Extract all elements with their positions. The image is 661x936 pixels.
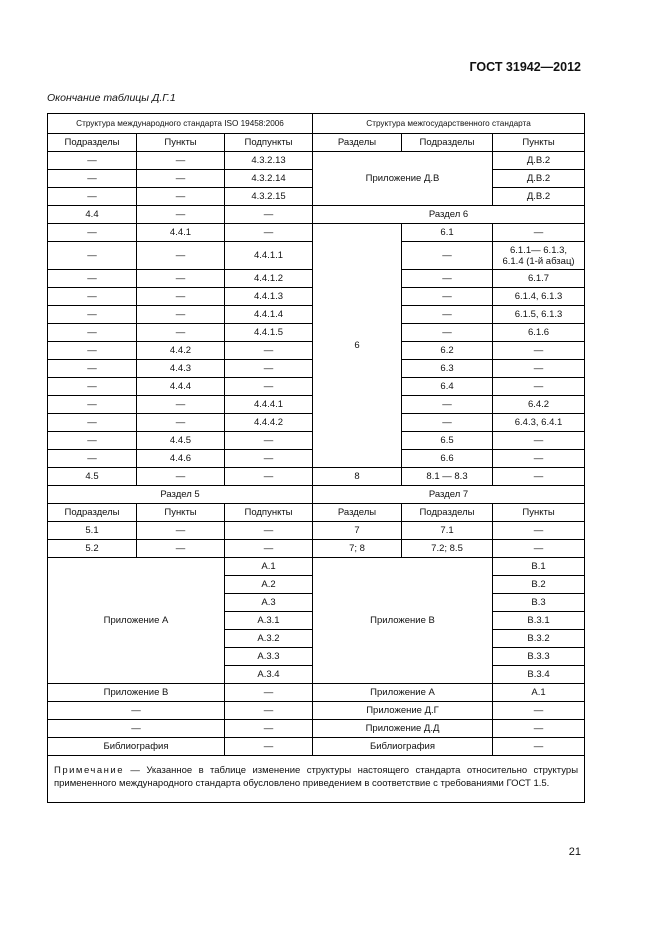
cell: —: [225, 684, 313, 702]
cell: —: [48, 306, 137, 324]
cell: —: [493, 360, 585, 378]
cell-line: 6.1.4 (1-й абзац): [502, 255, 575, 267]
cell: —: [137, 270, 225, 288]
table-row: [48, 522, 585, 540]
cell: —: [493, 432, 585, 450]
cell: —: [137, 206, 225, 224]
cell: —: [137, 242, 225, 270]
cell: А.3.3: [225, 648, 313, 666]
cell: —: [48, 170, 137, 188]
cell: 4.4.1.3: [225, 288, 313, 306]
cell: —: [48, 360, 137, 378]
cell: —: [225, 360, 313, 378]
cell: —: [48, 378, 137, 396]
cell: 6.2: [402, 342, 493, 360]
cell: —: [402, 414, 493, 432]
cell: 4.4.4.1: [225, 396, 313, 414]
cell: 4.3.2.15: [225, 188, 313, 206]
cell: —: [48, 224, 137, 242]
cell: 4.4.4.2: [225, 414, 313, 432]
column-header: Подразделы: [402, 504, 493, 522]
cell: —: [493, 702, 585, 720]
cell: —: [225, 720, 313, 738]
cell: В.3: [493, 594, 585, 612]
cell: Библиография: [313, 738, 493, 756]
table-row: [48, 702, 585, 720]
cell: —: [225, 432, 313, 450]
table-row: [48, 558, 585, 576]
cell-section-number-6: 6: [313, 224, 402, 468]
cell: —: [225, 702, 313, 720]
column-header: Подпункты: [225, 134, 313, 152]
cell-section-5: Раздел 5: [48, 486, 313, 504]
table-header-columns: [48, 504, 585, 522]
cell: 4.4: [48, 206, 137, 224]
cell: —: [137, 288, 225, 306]
note-text: — Указанное в таблице изменение структуры настоящего стандарта относительно структуры примененного международного стандарта обусловлено приведением в соответствие с требованиями ГОСТ 1.5.: [54, 765, 579, 789]
cell: 4.4.1.1: [225, 242, 313, 270]
cell: —: [225, 342, 313, 360]
structure-comparison-table: [47, 113, 585, 803]
cell: 4.4.1.2: [225, 270, 313, 288]
cell: 8: [313, 468, 402, 486]
cell: А.1: [493, 684, 585, 702]
cell: В.3.1: [493, 612, 585, 630]
cell: Д.В.2: [493, 188, 585, 206]
cell: 6.1.5, 6.1.3: [493, 306, 585, 324]
cell: —: [137, 414, 225, 432]
cell: В.3.2: [493, 630, 585, 648]
column-header: Подпункты: [225, 504, 313, 522]
cell: —: [137, 396, 225, 414]
cell: В.1: [493, 558, 585, 576]
cell: —: [137, 468, 225, 486]
cell: 4.4.3: [137, 360, 225, 378]
cell: 4.3.2.14: [225, 170, 313, 188]
cell: 4.4.1.4: [225, 306, 313, 324]
cell: —: [402, 324, 493, 342]
column-header: Пункты: [137, 504, 225, 522]
table-row: [48, 540, 585, 558]
cell: —: [225, 738, 313, 756]
cell: А.3: [225, 594, 313, 612]
cell-multiline: [493, 242, 585, 270]
cell: —: [225, 468, 313, 486]
cell: 7.2; 8.5: [402, 540, 493, 558]
cell-line: 6.1.1— 6.1.3,: [510, 244, 568, 256]
cell: 4.4.1: [137, 224, 225, 242]
cell: —: [225, 540, 313, 558]
cell: —: [48, 288, 137, 306]
column-header: Разделы: [313, 134, 402, 152]
cell: —: [225, 450, 313, 468]
cell: А.3.4: [225, 666, 313, 684]
cell: —: [137, 522, 225, 540]
cell: —: [402, 396, 493, 414]
column-header: Подразделы: [48, 504, 137, 522]
cell: —: [493, 540, 585, 558]
cell: В.2: [493, 576, 585, 594]
cell: 5.2: [48, 540, 137, 558]
cell-section-7: Раздел 7: [313, 486, 585, 504]
table-row: [48, 206, 585, 224]
cell: —: [48, 242, 137, 270]
cell: 7; 8: [313, 540, 402, 558]
cell: —: [225, 206, 313, 224]
cell-appendix-a: Приложение А: [48, 558, 225, 684]
cell: —: [402, 242, 493, 270]
cell: —: [402, 306, 493, 324]
cell: —: [225, 522, 313, 540]
column-header: Пункты: [493, 504, 585, 522]
cell: А.1: [225, 558, 313, 576]
cell: —: [48, 152, 137, 170]
cell: —: [493, 224, 585, 242]
cell: 6.3: [402, 360, 493, 378]
cell: 4.4.2: [137, 342, 225, 360]
cell: 7: [313, 522, 402, 540]
group-header-interstate: Структура межгосударственного стандарта: [313, 114, 585, 134]
cell: —: [48, 396, 137, 414]
cell: —: [493, 468, 585, 486]
cell: —: [48, 702, 225, 720]
cell: —: [137, 170, 225, 188]
cell: —: [402, 270, 493, 288]
cell: —: [493, 720, 585, 738]
cell: —: [137, 188, 225, 206]
table-row: [48, 152, 585, 170]
cell: —: [137, 306, 225, 324]
cell: —: [493, 342, 585, 360]
cell: 4.4.1.5: [225, 324, 313, 342]
cell: —: [137, 540, 225, 558]
cell: —: [48, 324, 137, 342]
cell: —: [48, 432, 137, 450]
cell: А.3.2: [225, 630, 313, 648]
cell: —: [137, 152, 225, 170]
table-note-row: [48, 756, 585, 803]
cell: —: [225, 224, 313, 242]
cell: 6.1: [402, 224, 493, 242]
column-header: Пункты: [137, 134, 225, 152]
cell: —: [137, 324, 225, 342]
cell: 6.1.4, 6.1.3: [493, 288, 585, 306]
table-row: [48, 468, 585, 486]
cell: 6.1.7: [493, 270, 585, 288]
cell-appendix-v: Приложение В: [313, 558, 493, 684]
cell: —: [48, 342, 137, 360]
cell-appendix-dv: Приложение Д.В: [313, 152, 493, 206]
table-header-columns: [48, 134, 585, 152]
note-label: Примечание: [54, 765, 124, 776]
cell: 4.4.6: [137, 450, 225, 468]
cell: 4.4.4: [137, 378, 225, 396]
table-row: [48, 224, 585, 242]
table-row: [48, 720, 585, 738]
cell: —: [493, 450, 585, 468]
cell: В.3.4: [493, 666, 585, 684]
cell-section-6: Раздел 6: [313, 206, 585, 224]
table-row: [48, 684, 585, 702]
cell: 7.1: [402, 522, 493, 540]
cell: 8.1 — 8.3: [402, 468, 493, 486]
table-row: [48, 738, 585, 756]
cell: 4.3.2.13: [225, 152, 313, 170]
cell: —: [402, 288, 493, 306]
cell: Приложение Д.Д: [313, 720, 493, 738]
table-header-groups: [48, 114, 585, 134]
cell: 6.4.2: [493, 396, 585, 414]
cell: 6.1.6: [493, 324, 585, 342]
cell: А.2: [225, 576, 313, 594]
table-caption: Окончание таблицы Д.Г.1: [47, 92, 176, 104]
cell: 6.4: [402, 378, 493, 396]
cell: Приложение В: [48, 684, 225, 702]
cell: Приложение Д.Г: [313, 702, 493, 720]
cell: 6.6: [402, 450, 493, 468]
cell: —: [493, 738, 585, 756]
cell: Библиография: [48, 738, 225, 756]
cell: Д.В.2: [493, 170, 585, 188]
cell: Приложение А: [313, 684, 493, 702]
cell: 4.4.5: [137, 432, 225, 450]
cell: 6.5: [402, 432, 493, 450]
cell: 6.4.3, 6.4.1: [493, 414, 585, 432]
cell: 5.1: [48, 522, 137, 540]
cell: —: [493, 522, 585, 540]
table-note: [48, 756, 585, 803]
column-header: Подразделы: [402, 134, 493, 152]
document-code: ГОСТ 31942—2012: [469, 60, 581, 74]
group-header-intl: Структура международного стандарта ISO 19458:2006: [48, 114, 313, 134]
cell: —: [493, 378, 585, 396]
column-header: Пункты: [493, 134, 585, 152]
cell: В.3.3: [493, 648, 585, 666]
page-number: 21: [568, 846, 581, 858]
cell: А.3.1: [225, 612, 313, 630]
cell: 4.5: [48, 468, 137, 486]
cell: —: [225, 378, 313, 396]
cell: —: [48, 188, 137, 206]
cell: Д.В.2: [493, 152, 585, 170]
cell: —: [48, 414, 137, 432]
cell: —: [48, 720, 225, 738]
cell: —: [48, 270, 137, 288]
column-header: Подразделы: [48, 134, 137, 152]
column-header: Разделы: [313, 504, 402, 522]
table-section-row: [48, 486, 585, 504]
cell: —: [48, 450, 137, 468]
